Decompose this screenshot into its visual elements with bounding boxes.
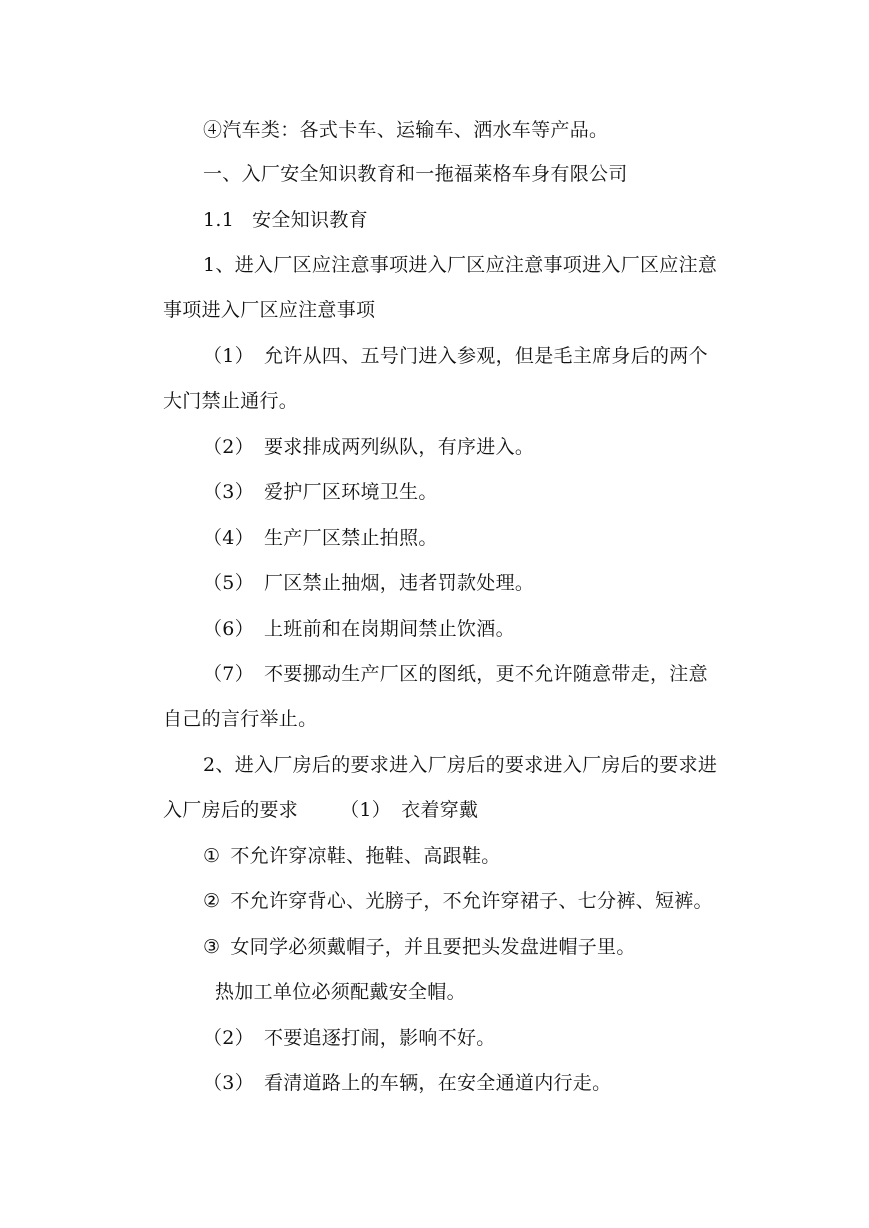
line-text: ④汽车类：各式卡车、运输车、洒水车等产品。 <box>203 119 609 141</box>
list-marker: （3） <box>203 1072 254 1094</box>
line-automobile-products <box>203 118 608 142</box>
list-item-5 <box>203 571 534 595</box>
list-marker: （5） <box>203 572 254 594</box>
line-text: 不要追逐打闹，影响不好。 <box>264 1027 496 1049</box>
section-heading-1 <box>203 162 628 186</box>
line-text: 热加工单位必须配戴安全帽。 <box>215 981 466 1003</box>
clothing-item-3 <box>203 935 636 959</box>
line-text: 入厂房后的要求 <box>163 799 299 821</box>
line-text: 要求排成两列纵队，有序进入。 <box>264 436 535 458</box>
circled-marker: ① <box>203 845 221 867</box>
list-marker: （6） <box>203 618 254 640</box>
line-text: 1、进入厂区应注意事项进入厂区应注意事项进入厂区应注意 <box>203 254 718 276</box>
list-item-1-line-1 <box>203 344 708 368</box>
list-item-1-line-2 <box>163 389 298 413</box>
heading-text: 一、入厂安全知识教育和一拖福莱格车身有限公司 <box>203 163 628 185</box>
line-text: 不允许穿凉鞋、拖鞋、高跟鞋。 <box>230 845 501 867</box>
list-marker: （4） <box>203 527 254 549</box>
list-marker: （1） <box>340 799 392 821</box>
line-text: 2、进入厂房后的要求进入厂房后的要求进入厂房后的要求进 <box>203 754 718 776</box>
paragraph-1-line-2 <box>163 298 375 322</box>
list-marker: （2） <box>203 1027 254 1049</box>
line-text: 衣着穿戴 <box>401 799 479 821</box>
paragraph-2-line-1 <box>203 753 717 777</box>
line-text: 允许从四、五号门进入参观，但是毛主席身后的两个 <box>264 345 708 367</box>
line-text: 爱护厂区环境卫生。 <box>264 481 438 503</box>
list-marker: （3） <box>203 481 254 503</box>
list-item-7-line-1 <box>203 662 708 686</box>
list-marker: （2） <box>203 436 254 458</box>
clothing-item-2 <box>203 889 713 913</box>
line-text: 生产厂区禁止拍照。 <box>264 527 438 549</box>
paragraph-1-line-1 <box>203 253 717 277</box>
list-item-4 <box>203 526 438 550</box>
line-text: 看清道路上的车辆，在安全通道内行走。 <box>264 1072 612 1094</box>
line-text: 不要挪动生产厂区的图纸，更不允许随意带走，注意 <box>264 663 708 685</box>
clothing-item-1 <box>203 844 501 868</box>
paragraph-2-line-2 <box>163 798 478 822</box>
line-text: 不允许穿背心、光膀子，不允许穿裙子、七分裤、短裤。 <box>230 890 713 912</box>
list-marker: （7） <box>203 663 254 685</box>
hot-work-helmet-note <box>215 980 466 1004</box>
factory-rule-3 <box>203 1071 611 1095</box>
section-number: 1.1 <box>203 209 235 231</box>
factory-rule-2 <box>203 1026 496 1050</box>
section-heading-1-1 <box>203 208 368 232</box>
line-text: 上班前和在岗期间禁止饮酒。 <box>264 618 515 640</box>
list-item-2 <box>203 435 534 459</box>
line-text: 大门禁止通行。 <box>163 390 299 412</box>
list-item-6 <box>203 617 515 641</box>
line-text: 自己的言行举止。 <box>163 708 318 730</box>
list-marker: （1） <box>203 345 254 367</box>
line-text: 女同学必须戴帽子，并且要把头发盘进帽子里。 <box>230 936 636 958</box>
line-text: 厂区禁止抽烟，违者罚款处理。 <box>264 572 535 594</box>
list-item-7-line-2 <box>163 707 317 731</box>
line-text: 事项进入厂区应注意事项 <box>163 299 376 321</box>
list-item-3 <box>203 480 438 504</box>
circled-marker: ② <box>203 890 221 912</box>
circled-marker: ③ <box>203 936 221 958</box>
heading-text: 安全知识教育 <box>252 209 368 231</box>
